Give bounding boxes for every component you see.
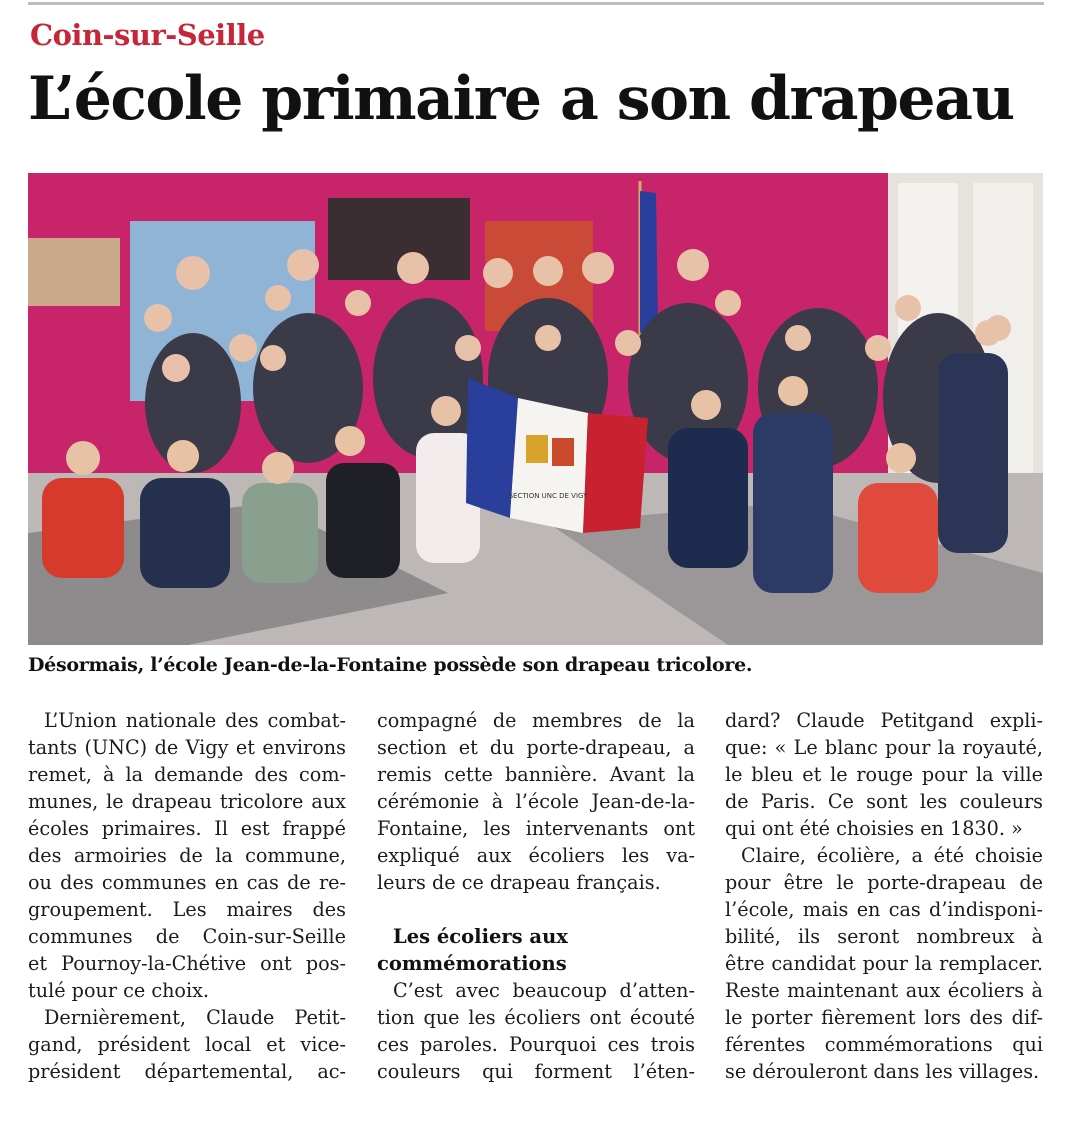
text-line: section et du porte-drapeau, a (377, 736, 695, 759)
text-line: Dernièrement, Claude Petit- (44, 1006, 346, 1029)
text-line: ou des communes en cas de re- (28, 871, 346, 894)
text-line: C’est avec beaucoup d’atten- (393, 979, 695, 1002)
text-line: compagné de membres de la (377, 709, 695, 732)
text-line: remet, à la demande des com- (28, 763, 346, 786)
text-line: le porter fièrement lors des dif- (725, 1006, 1043, 1029)
text-line: pour être le porte-drapeau de (725, 871, 1043, 894)
text-line: remis cette bannière. Avant la (377, 763, 695, 786)
article-photo (28, 173, 1043, 645)
text-line: être candidat pour la remplacer. (725, 952, 1043, 975)
text-line: des armoiries de la commune, (28, 844, 346, 867)
photo-caption: Désormais, l’école Jean-de-la-Fontaine possède son drapeau tricolore. (28, 654, 753, 676)
text-line: l’école, mais en cas d’indisponi- (725, 898, 1043, 921)
subheading: commémorations (377, 952, 567, 975)
text-line: expliqué aux écoliers les va- (377, 844, 695, 867)
text-line: tulé pour ce choix. (28, 979, 210, 1002)
banner-inscription: SECTION UNC DE VIGY (508, 492, 588, 500)
article-column-1 (28, 707, 346, 1085)
text-line: le bleu et le rouge pour la ville (725, 763, 1043, 786)
text-line: ces paroles. Pourquoi ces trois (377, 1033, 695, 1056)
text-line: communes de Coin-sur-Seille (28, 925, 346, 948)
article-headline: L’école primaire a son drapeau (28, 64, 1014, 134)
text-line: L’Union nationale des combat- (44, 709, 346, 732)
text-line: couleurs qui forment l’éten- (377, 1060, 695, 1083)
text-line: et Pournoy-la-Chétive ont pos- (28, 952, 346, 975)
text-line: férentes commémorations qui (725, 1033, 1043, 1056)
text-line: qui ont été choisies en 1830. » (725, 817, 1023, 840)
group-photo-illustration (28, 173, 1043, 645)
text-line: de Paris. Ce sont les couleurs (725, 790, 1043, 813)
article-column-3 (725, 707, 1043, 1085)
text-line: gand, président local et vice- (28, 1033, 346, 1056)
article-column-2 (377, 707, 695, 1085)
text-line: munes, le drapeau tricolore aux (28, 790, 346, 813)
text-line: Fontaine, les intervenants ont (377, 817, 695, 840)
text-line: se dérouleront dans les villages. (725, 1060, 1040, 1083)
text-line: dard? Claude Petitgand expli- (725, 709, 1043, 732)
subheading: Les écoliers aux (393, 925, 568, 948)
article-kicker: Coin-sur-Seille (30, 18, 265, 52)
text-line: écoles primaires. Il est frappé (28, 817, 346, 840)
top-rule (28, 2, 1044, 5)
text-line: Reste maintenant aux écoliers à (725, 979, 1043, 1002)
text-line: leurs de ce drapeau français. (377, 871, 661, 894)
text-line: Claire, écolière, a été choisie (741, 844, 1043, 867)
text-line: bilité, ils seront nombreux à (725, 925, 1043, 948)
text-line: que: « Le blanc pour la royauté, (725, 736, 1043, 759)
text-line: cérémonie à l’école Jean-de-la- (377, 790, 695, 813)
text-line: tion que les écoliers ont écouté (377, 1006, 695, 1029)
text-line: groupement. Les maires des (28, 898, 346, 921)
text-line: tants (UNC) de Vigy et environs (28, 736, 346, 759)
text-line: président départemental, ac- (28, 1060, 346, 1083)
